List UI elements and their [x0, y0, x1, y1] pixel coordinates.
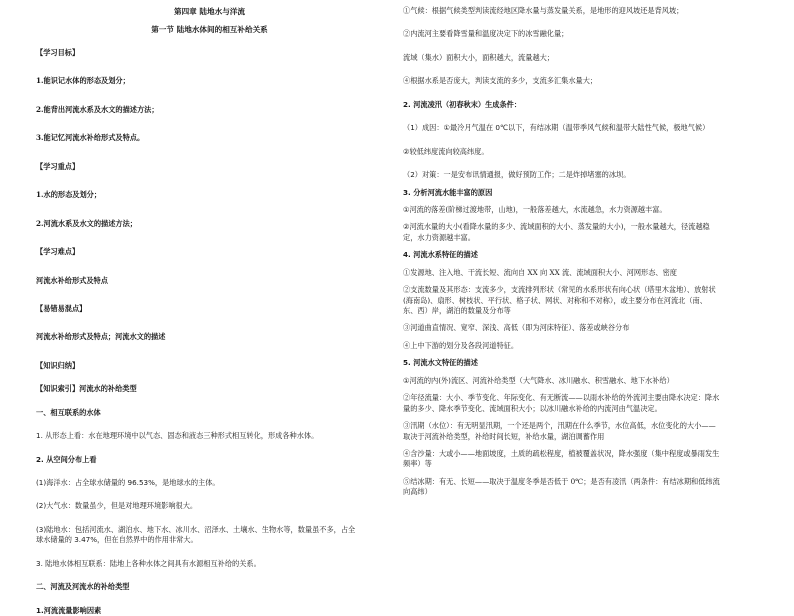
system-reaches: ④上中下游的划分及各段河道特征。 [403, 340, 519, 350]
para-land-1: (3)陆地水：包括河流水、湖泊水、地下水、冰川水、沼泽水、土壤水、生物水等，数量虽不多，占全 [36, 524, 356, 534]
hydrology-flood-1: ③汛期（水位）：有无明显汛期，一个还是两个，汛期在什么季节，水位高低，水位变化的大小—— [403, 421, 716, 431]
system-source: ①发源地、注入地、干流长短、流向自 XX 向 XX 流、流域面积大小、河网形态、密度 [403, 267, 677, 277]
hydrology-freeze-1: ⑤结冰期：有无、长短——取决于温度冬季是否低于 0℃；是否有凌汛（两条件：有结冰期和低纬流 [403, 476, 720, 486]
hydrology-freeze-2: 向高纬） [403, 487, 432, 497]
item-inland-river: ②内流河主要看降雪量和温度决定下的冰雪融化量； [403, 29, 569, 39]
key-2: 2.河流水系及水文的描述方法； [36, 218, 137, 228]
chapter-title: 第四章 陆地水与洋流 [174, 7, 245, 16]
key-1: 1.水的形态及划分； [36, 190, 102, 200]
para-relation: 3. 陆地水体相互联系：陆地上各种水体之间具有水源相互补给的关系。 [36, 558, 261, 568]
ice-flood-measures: （2）对策：一是安布讯情通报，做好预防工作；二是炸掉堵塞的冰坝。 [403, 170, 631, 180]
hydrology-runoff-1: ②年径流量：大小、季节变化、年际变化、有无断流——以雨水补给的外流河主要由降水决定：降水 [403, 393, 720, 403]
system-tributary-2: (海南岛)、扇形、树枝状、平行状、格子状、网状、对称和不对称），或主要分布在河流北（南、 [403, 295, 707, 305]
hydrology-sediment-1: ④含沙量：大或小——地面坡度，土质的疏松程度，植被覆盖状况，降水强度（集中程度或暴雨发生 [403, 448, 720, 458]
knowledge-header: 【知识归纳】 [36, 360, 80, 370]
difficulty-1: 河流水补给形式及特点 [36, 275, 108, 285]
goal-1: 1.能识记水体的形态及划分； [36, 76, 130, 86]
hydropower-volume-1: ②河流水量的大小(看降水量的多少、流域面积的大小、蒸发量的大小)，一般水量越大，径流越稳 [403, 222, 710, 232]
ice-flood-cause: （1）成因：①最冷月气温在 0℃以下，有结冰期（温带季风气候和温带大陆性气候，极地气候） [403, 123, 710, 133]
part-1-heading: 一、相互联系的水体 [36, 407, 101, 417]
system-channel: ③河道曲直情况、宽窄、深浅、高低（即为河床特征）、落差或峡谷分布 [403, 323, 630, 333]
difficulty-header: 【学习难点】 [36, 247, 80, 257]
hydropower-volume-2: 定，水力资源越丰富。 [403, 232, 475, 242]
section-title: 第一节 陆地水体间的相互补给关系 [151, 25, 268, 34]
para-land-2: 球水储量的 3.47%，但在自然界中的作用非常大。 [36, 535, 198, 545]
knowledge-index: 【知识索引】河流水的补给类型 [36, 384, 137, 394]
system-tributary-3: 东、西）岸，湖泊的数量及分布等 [403, 306, 511, 315]
para-atmosphere: (2)大气水：数量虽少，但是对地理环境影响很大。 [36, 501, 198, 511]
item-climate: ①气候：根据气候类型判读流经地区降水量与蒸发量关系，是地形的迎风坡还是背风坡； [403, 6, 684, 15]
goals-header: 【学习目标】 [36, 48, 80, 57]
confusion-1: 河流水补给形式及特点；河流水文的描述 [36, 332, 166, 342]
right-column [397, 0, 794, 560]
system-tributary-1: ②支流数量及其形态：支流多少，支流排列形状（常见的水系形状有向心状（塔里木盆地）、放射状 [403, 285, 716, 295]
confusion-header: 【易错易混点】 [36, 303, 87, 313]
para-flow-factors: 1.河流流量影响因素 [36, 605, 102, 615]
heading-water-system: 4. 河流水系特征的描述 [403, 250, 478, 260]
heading-hydrology: 5. 河流水文特征的描述 [403, 358, 478, 368]
hydrology-supply: ①河流的内(外)流区、河流补给类型（大气降水、冰川融水、积雪融水、地下水补给） [403, 375, 674, 385]
item-basin-area: 流域（集水）面积大小，面积越大，流量越大； [403, 52, 554, 62]
part-2-heading: 二、河流及河流水的补给类型 [36, 582, 130, 592]
item-water-system: ④根据水系是否庞大，判读支流的多少，支流多汇集水量大； [403, 76, 598, 86]
left-column [0, 0, 397, 615]
goal-3: 3.能记忆河流水补给形式及特点。 [36, 133, 145, 143]
goal-2: 2.能背出河流水系及水文的描述方法； [36, 104, 159, 114]
hydrology-runoff-2: 量的多少、降水季节变化、流域面积大小；以冰川融水补给的内流河由气温决定。 [403, 403, 662, 413]
heading-ice-flood: 2. 河流凌汛（初春秋末）生成条件： [403, 99, 522, 109]
ice-flood-latitude: ②较低纬度流向较高纬度。 [403, 146, 489, 156]
hydrology-sediment-2: 频率）等 [403, 459, 432, 469]
hydrology-flood-2: 取决于河流补给类型，补给时间长短，补给水量，湖泊调蓄作用 [403, 431, 605, 441]
para-form: 1. 从形态上看：水在地理环境中以气态、固态和液态三种形式相互转化，形成各种水体。 [36, 431, 319, 441]
para-ocean: (1)海洋水：占全球水储量的 96.53%，是地球水的主体。 [36, 478, 220, 487]
hydropower-drop: ①河流的落差(阶梯过渡地带，山地)，一般落差越大，水流越急，水力资源越丰富。 [403, 204, 667, 214]
para-space: 2. 从空间分布上看 [36, 454, 97, 464]
key-header: 【学习重点】 [36, 161, 80, 171]
heading-hydropower: 3. 分析河流水能丰富的原因 [403, 187, 493, 197]
